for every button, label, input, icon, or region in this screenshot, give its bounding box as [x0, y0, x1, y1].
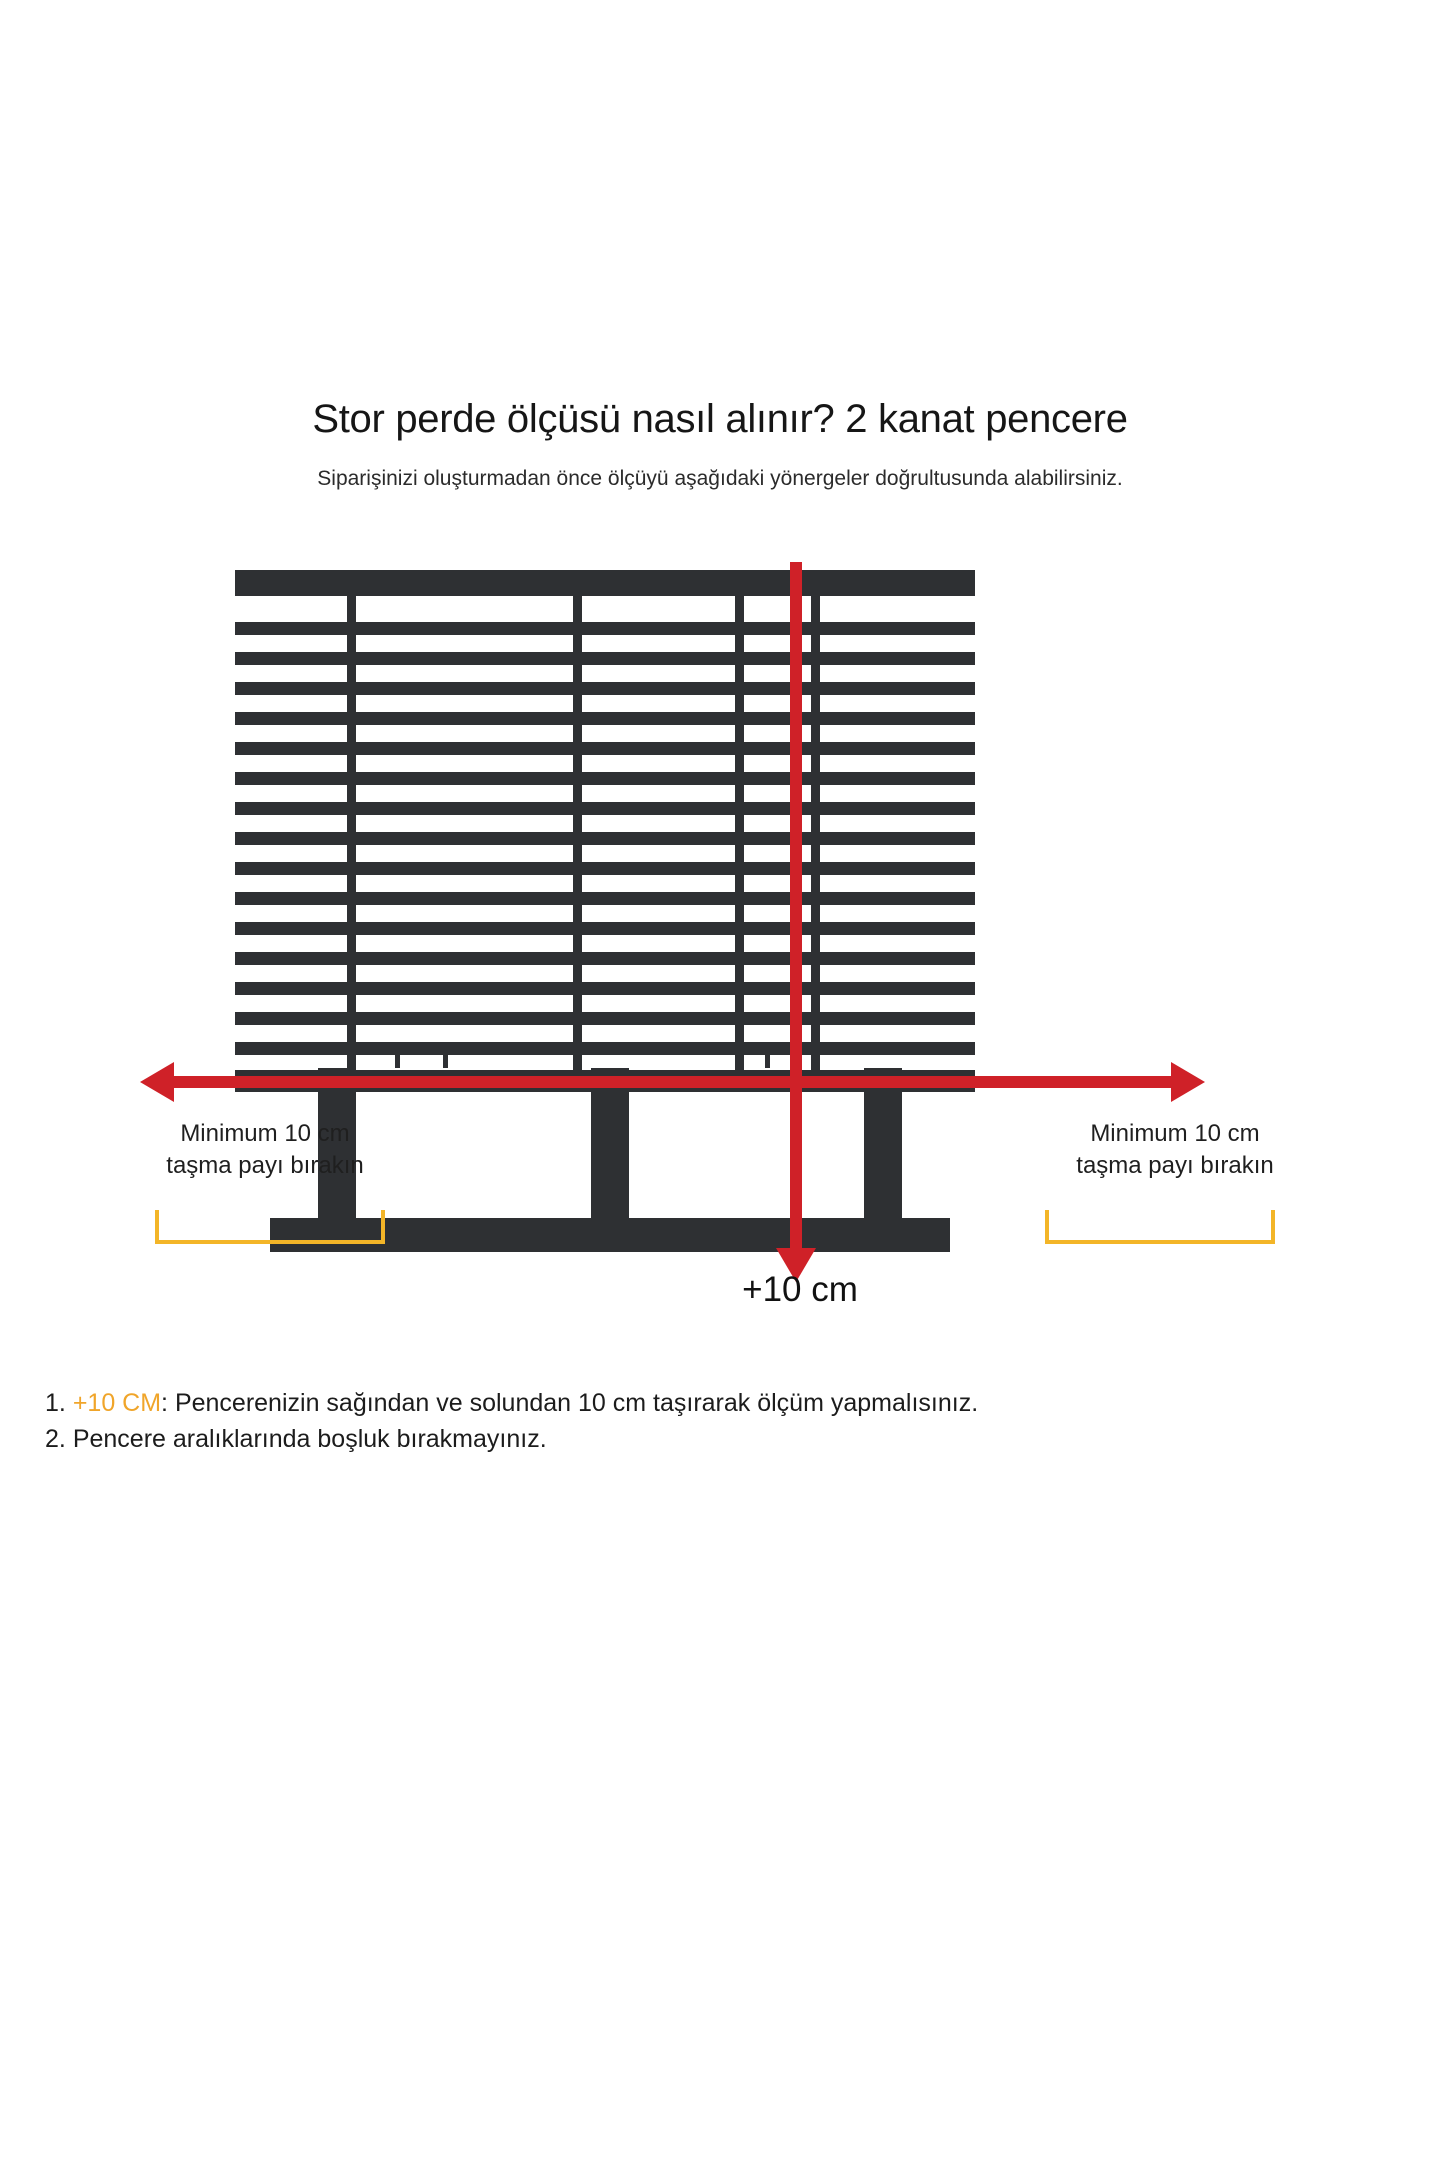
blind-slat — [235, 652, 975, 665]
note-1-highlight: +10 CM — [72, 1389, 162, 1417]
blind-slat — [235, 712, 975, 725]
arrow-bar — [166, 1076, 1179, 1088]
blind-slat — [235, 772, 975, 785]
horizontal-width-arrow — [140, 1062, 1205, 1102]
right-measure-bracket — [1045, 1210, 1275, 1244]
blind-slat — [235, 862, 975, 875]
vertical-drop-arrow — [776, 562, 816, 1282]
header — [0, 395, 1440, 492]
blind-ladder-tape — [347, 596, 356, 1076]
bottom-overhang-caption: +10 cm — [742, 1270, 858, 1309]
blind-slat — [235, 922, 975, 935]
arrow-bar — [790, 562, 802, 1252]
arrow-right-head-icon — [1171, 1062, 1205, 1102]
window-blind-illustration — [235, 570, 975, 1100]
blind-headrail — [235, 570, 975, 596]
left-measure-bracket — [155, 1210, 385, 1244]
note-1-text: : Pencerenizin sağından ve solundan 10 cm taşırarak ölçüm yapmalısınız. — [161, 1389, 979, 1417]
page-subtitle: Siparişinizi oluşturmadan önce ölçüyü aşağıdaki yönergeler doğrultusunda alabilirsiniz. — [317, 467, 1123, 490]
note-item-1 — [45, 1385, 1405, 1421]
blind-ladder-tape — [735, 596, 744, 1076]
right-overhang-label — [1025, 1118, 1325, 1182]
blind-slat — [235, 802, 975, 815]
blind-slat — [235, 982, 975, 995]
page-title: Stor perde ölçüsü nasıl alınır? 2 kanat pencere — [312, 397, 1128, 441]
right-overhang-label-line1: Minimum 10 cm — [1090, 1120, 1260, 1147]
note-2-number: 2. — [45, 1425, 66, 1454]
measurement-diagram — [120, 570, 1320, 1330]
note-2-text: Pencere aralıklarında boşluk bırakmayınız. — [72, 1425, 547, 1454]
blind-slat — [235, 1042, 975, 1055]
blind-slat — [235, 832, 975, 845]
blind-slat — [235, 1012, 975, 1025]
left-overhang-label-line1: Minimum 10 cm — [180, 1120, 350, 1147]
instruction-notes — [45, 1385, 1405, 1458]
blind-slat — [235, 892, 975, 905]
blind-slat — [235, 952, 975, 965]
right-overhang-label-line2: taşma payı bırakın — [1076, 1152, 1274, 1180]
note-item-2 — [45, 1421, 1405, 1457]
left-overhang-label — [115, 1118, 415, 1182]
blind-ladder-tape — [573, 596, 582, 1076]
blind-slat — [235, 682, 975, 695]
blind-slat — [235, 742, 975, 755]
left-overhang-label-line2: taşma payı bırakın — [166, 1152, 364, 1180]
blind-slat — [235, 622, 975, 635]
note-1-number: 1. — [45, 1389, 66, 1417]
